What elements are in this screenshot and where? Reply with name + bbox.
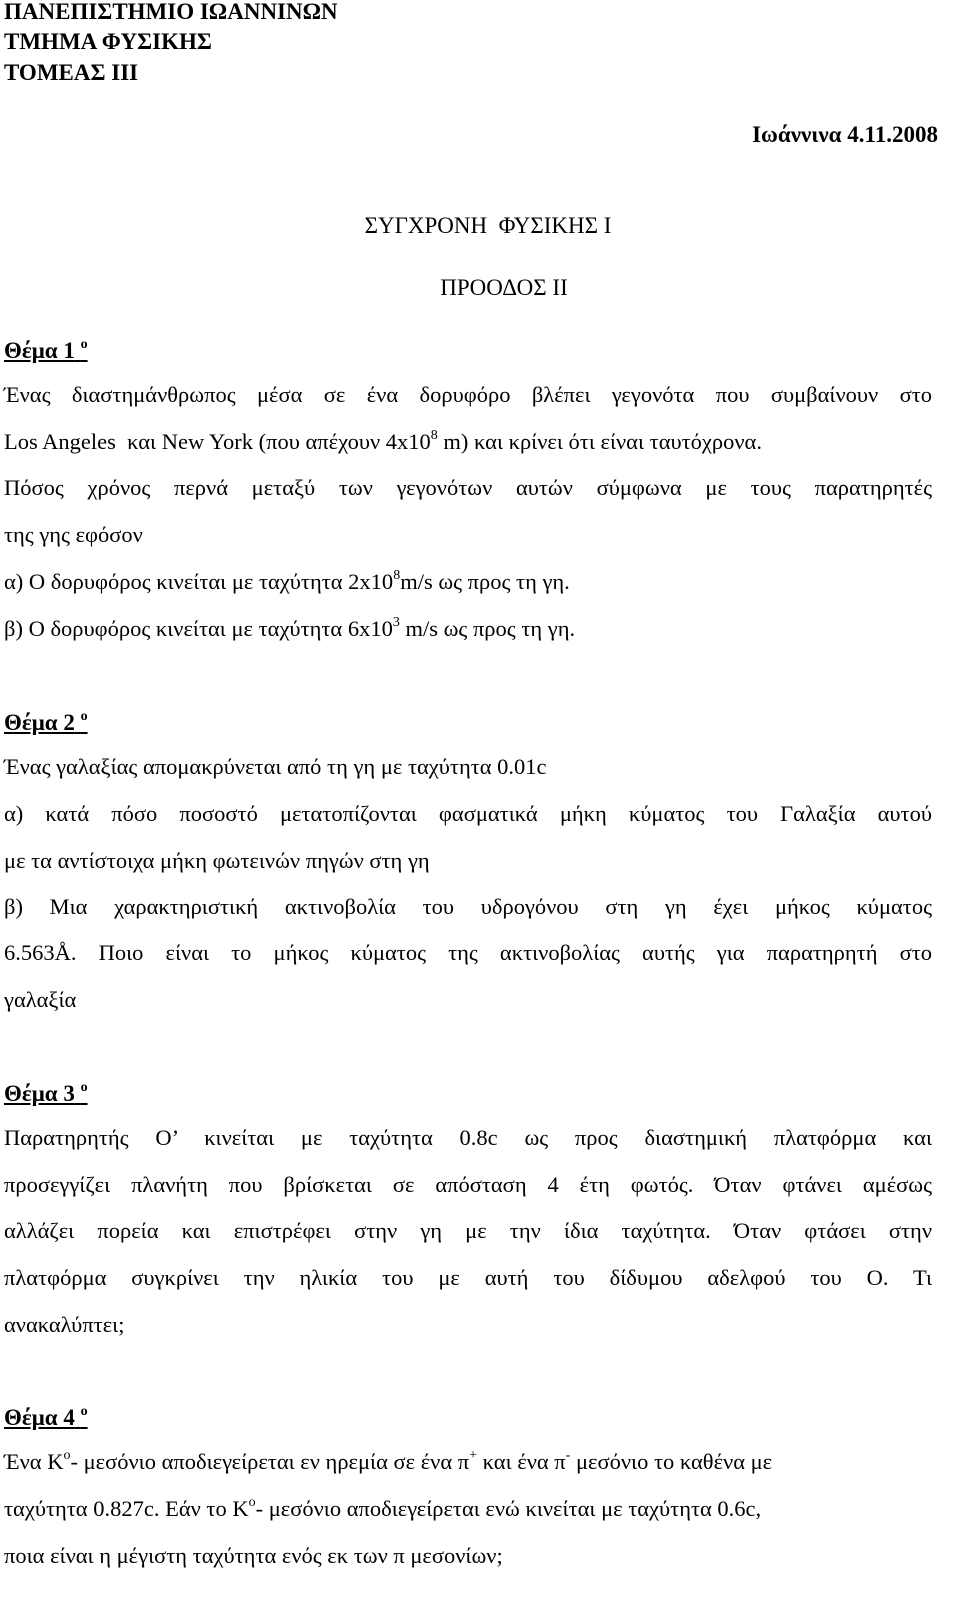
- topic1-line5-b: m/s ως προς τη γη.: [400, 569, 570, 594]
- topic1-line6-a: β) Ο δορυφόρος κινείται με ταχύτητα 6x10: [4, 616, 393, 641]
- topic2-heading-text: Θέμα 2: [4, 710, 75, 735]
- topic4-line1-sup1: ο: [63, 1448, 71, 1463]
- topic3-line3: αλλάζει πορεία και επιστρέφει στην γη με την ίδια ταχύτητα. Όταν φτάσει στην: [4, 1218, 932, 1243]
- topic2-line2: α) κατά πόσο ποσοστό μετατοπίζονται φασματικά μήκη κύματος του Γαλαξία αυτού: [4, 801, 932, 826]
- topic1-line2-a: Los Angeles και New York (που απέχουν 4x10: [4, 429, 431, 454]
- university-name: ΠΑΝΕΠΙΣΤΗΜΙΟ ΙΩΑΝΝΙΝΩΝ: [4, 0, 338, 24]
- topic2-line3: με τα αντίστοιχα μήκη φωτεινών πηγών στη γη: [4, 848, 430, 873]
- topic3-line4: πλατφόρμα συγκρίνει την ηλικία του με αυτή του δίδυμου αδελφού του Ο. Τι: [4, 1265, 932, 1290]
- topic1-heading-sup: ο: [80, 337, 88, 352]
- topic4-line1-c: και ένα π: [477, 1449, 566, 1474]
- topic1-line2: [4, 428, 762, 454]
- topic2-heading-sup: ο: [80, 709, 88, 724]
- topic3-line1: Παρατηρητής Ο’ κινείται με ταχύτητα 0.8c ως προς διαστημική πλατφόρμα και: [4, 1125, 932, 1150]
- topic4-line2-b: - μεσόνιο αποδιεγείρεται ενώ κινείται με ταχύτητα 0.6c,: [255, 1496, 762, 1521]
- topic4-heading-text: Θέμα 4: [4, 1405, 75, 1430]
- topic4-line2: [4, 1495, 762, 1521]
- topic4-line1-sup2: +: [469, 1448, 478, 1463]
- topic4-line1: [4, 1448, 932, 1474]
- topic4-line3: ποια είναι η μέγιστη ταχύτητα ενός εκ των π μεσονίων;: [4, 1543, 503, 1568]
- topic3-heading-sup: ο: [80, 1080, 88, 1095]
- topic3-line2: προσεγγίζει πλανήτη που βρίσκεται σε απόσταση 4 έτη φωτός. Όταν φτάνει αμέσως: [4, 1172, 932, 1197]
- department-name: ΤΜΗΜΑ ΦΥΣΙΚΗΣ: [4, 29, 212, 54]
- topic2-line5: 6.563Å. Ποιο είναι το μήκος κύματος της ακτινοβολίας αυτής για παρατηρητή στο: [4, 940, 932, 965]
- topic3-line5: ανακαλύπτει;: [4, 1312, 125, 1337]
- topic1-heading: [4, 339, 88, 362]
- topic3-heading: [4, 1082, 88, 1105]
- topic4-heading-sup: ο: [80, 1404, 88, 1419]
- exam-title: ΠΡΟΟΔΟΣ ΙΙ: [440, 275, 568, 300]
- topic1-line1: Ένας διαστημάνθρωπος μέσα σε ένα δορυφόρο βλέπει γεγονότα που συμβαίνουν στο: [4, 382, 932, 407]
- topic4-line1-d: μεσόνιο το καθένα με: [570, 1449, 773, 1474]
- topic2-line6: γαλαξία: [4, 987, 77, 1012]
- topic2-heading: [4, 711, 88, 734]
- topic2-line1: Ένας γαλαξίας απομακρύνεται από τη γη με ταχύτητα 0.01c: [4, 754, 547, 779]
- topic2-line4: β) Μια χαρακτηριστική ακτινοβολία του υδρογόνου στη γη έχει μήκος κύματος: [4, 894, 932, 919]
- topic1-line5-a: α) Ο δορυφόρος κινείται με ταχύτητα 2x10: [4, 569, 394, 594]
- topic4-line1-b: - μεσόνιο αποδιεγείρεται εν ηρεμία σε ένα π: [70, 1449, 470, 1474]
- topic4-heading: [4, 1406, 88, 1429]
- topic4-line2-sup: ο: [248, 1495, 256, 1510]
- topic1-line6: [4, 615, 576, 641]
- topic3-heading-text: Θέμα 3: [4, 1081, 75, 1106]
- topic4-line2-a: ταχύτητα 0.827c. Εάν το Κ: [4, 1496, 249, 1521]
- exam-date: Ιωάννινα 4.11.2008: [752, 122, 938, 147]
- sector-name: ΤΟΜΕΑΣ ΙΙΙ: [4, 60, 139, 85]
- topic4-line1-a: Ένα Κ: [4, 1449, 64, 1474]
- topic1-line6-b: m/s ως προς τη γη.: [399, 616, 576, 641]
- topic1-line3: Πόσος χρόνος περνά μεταξύ των γεγονότων αυτών σύμφωνα με τους παρατηρητές: [4, 475, 932, 500]
- course-title: [0, 214, 960, 237]
- topic4-line1-sup3: -: [565, 1448, 571, 1463]
- topic1-line5: [4, 568, 570, 594]
- topic1-line2-sup: 8: [430, 428, 438, 443]
- course-title-text: ΣΥΓΧΡΟΝΗ ΦΥΣΙΚΗΣ Ι: [364, 213, 612, 238]
- topic1-line4: της γης εφόσον: [4, 522, 143, 547]
- topic1-line2-b: m) και κρίνει ότι είναι ταυτόχρονα.: [437, 429, 762, 454]
- topic1-line5-sup: 8: [393, 568, 401, 583]
- topic1-heading-text: Θέμα 1: [4, 338, 75, 363]
- topic1-line6-sup: 3: [392, 615, 400, 630]
